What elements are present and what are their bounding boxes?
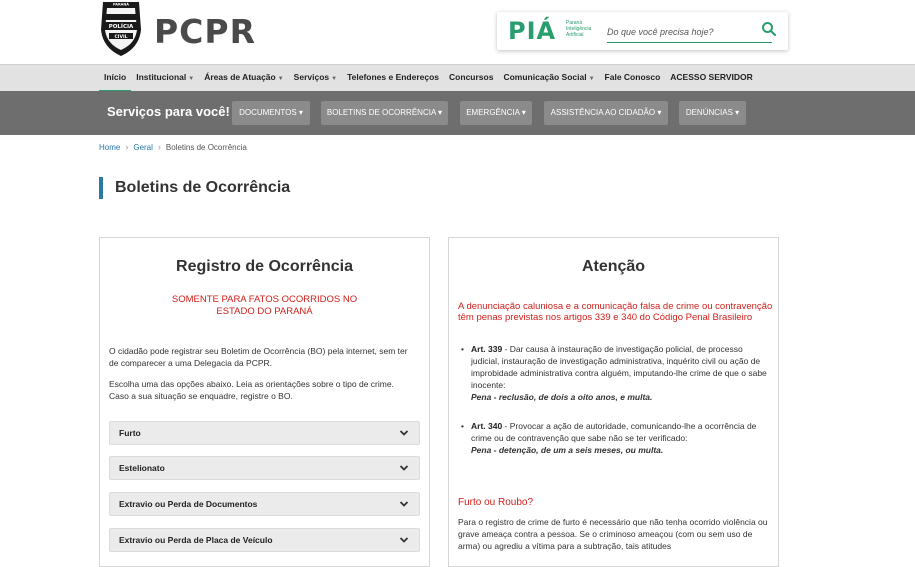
registro-instructions-text: Escolha uma das opções abaixo. Leia as orientações sobre o tipo de crime. Caso a sua situação se enquadre, registre o BO. <box>109 379 394 401</box>
pia-subtitle: Paraná Inteligência Artificial <box>566 20 592 38</box>
caret-down-icon: ▼ <box>277 76 284 82</box>
page-title: Boletins de Ocorrência <box>99 177 290 199</box>
pia-search-input[interactable] <box>607 21 772 43</box>
breadcrumb <box>99 142 247 152</box>
furto-ou-roubo-text: Para o registro de crime de furto é necessário que não tenha ocorrido violência ou grave ameaça contra a pessoa. Se o criminoso ameaçou (com ou sem uso de arma) ou agrediu a vítima para a subtração, tais atitudes <box>458 517 768 551</box>
furto-ou-roubo-heading: Furto ou Roubo? <box>458 497 534 508</box>
site-logo-text[interactable]: PCPR <box>154 12 257 51</box>
art-340-label: Art. 340 <box>471 421 503 431</box>
nav-item-label: Serviços <box>293 72 330 82</box>
registro-card-title: Registro de Ocorrência <box>176 258 353 275</box>
breadcrumb-current: Boletins de Ocorrência <box>165 142 247 152</box>
boletins-dropdown-button[interactable]: BOLETINS DE OCORRÊNCIA ▾ <box>321 101 448 125</box>
nav-item-acesso-servidor[interactable] <box>665 65 758 92</box>
chevron-down-icon <box>399 499 409 509</box>
accordion-label: Extravio ou Perda de Documentos <box>119 499 258 509</box>
nav-item-label: Início <box>104 72 127 82</box>
nav-item-concursos[interactable] <box>444 65 498 92</box>
site-header <box>0 0 915 64</box>
nav-item-telefones-e-enderecos[interactable] <box>342 65 444 92</box>
accordion-label: Estelionato <box>119 463 165 473</box>
nav-item-label: Comunicação Social <box>503 72 587 82</box>
accordion-label: Extravio ou Perda de Placa de Veículo <box>119 535 273 545</box>
art-339-text: - Dar causa à instauração de investigação policial, de processo judicial, instauração de investigação administrativa, inquérito civil ou ação de improbidade administrativa contra alguém, imputando-lhe crime de que o sabe inocente: <box>471 344 767 390</box>
badge-text-civil: CIVIL <box>114 35 128 40</box>
accordion-extravio-documentos[interactable] <box>109 492 420 516</box>
bullet-icon: • <box>461 344 464 354</box>
pia-search-box <box>497 12 788 50</box>
chevron-down-icon <box>399 535 409 545</box>
atencao-card <box>448 237 779 567</box>
bullet-icon: • <box>461 421 464 431</box>
search-icon[interactable] <box>761 21 777 37</box>
documentos-dropdown-button[interactable]: DOCUMENTOS ▾ <box>232 101 310 125</box>
nav-item-servicos[interactable] <box>289 65 342 92</box>
denuncias-dropdown-button[interactable]: DENÚNCIAS ▾ <box>679 101 746 125</box>
nav-item-institucional[interactable] <box>131 65 199 92</box>
pia-logo[interactable]: PIÁ <box>508 17 557 45</box>
badge-text-parana: PARANÁ <box>113 2 129 7</box>
nav-item-label: ACESSO SERVIDOR <box>670 72 753 82</box>
nav-item-areas-de-atuacao[interactable] <box>199 65 288 92</box>
art-339-pena: Pena - reclusão, de dois a oito anos, e multa. <box>471 392 653 402</box>
art-340-pena: Pena - detenção, de um a seis meses, ou multa. <box>471 445 664 455</box>
accordion-extravio-placa[interactable] <box>109 528 420 552</box>
breadcrumb-geral-link[interactable]: Geral <box>133 142 153 152</box>
nav-item-fale-conosco[interactable] <box>600 65 666 92</box>
accordion-label: Furto <box>119 428 141 438</box>
art-339-label: Art. 339 <box>471 344 503 354</box>
caret-down-icon: ▼ <box>588 76 595 82</box>
atencao-card-title: Atenção <box>581 258 646 275</box>
nav-item-comunicacao-social[interactable] <box>498 65 599 92</box>
art-339-item <box>461 343 771 403</box>
accordion-estelionato[interactable] <box>109 456 420 480</box>
policia-civil-badge-logo[interactable] <box>99 0 143 58</box>
chevron-down-icon <box>399 463 409 473</box>
nav-item-label: Áreas de Atuação <box>204 72 276 82</box>
breadcrumb-home-link[interactable]: Home <box>99 142 121 152</box>
registro-intro-text: O cidadão pode registrar seu Boletim de Ocorrência (BO) pela internet, sem ter de comparecer a uma Delegacia da PCPR. <box>109 346 408 368</box>
services-bar-title: Serviços para você! <box>107 104 230 119</box>
assistencia-dropdown-button[interactable]: ASSISTÊNCIA AO CIDADÃO ▾ <box>544 101 668 125</box>
nav-item-label: Telefones e Endereços <box>347 72 440 82</box>
chevron-right-icon: › <box>157 142 161 152</box>
denunciacao-warning-text: A denunciação caluniosa e a comunicação falsa de crime ou contravenção têm penas previstas nos artigos 339 e 340 do Código Penal Brasileiro <box>458 301 773 323</box>
warning-line-1: SOMENTE PARA FATOS OCORRIDOS NO <box>171 294 358 305</box>
chevron-right-icon: › <box>125 142 129 152</box>
nav-item-label: Fale Conosco <box>604 72 661 82</box>
badge-text-policia: POLÍCIA <box>108 24 134 30</box>
nav-item-label: Concursos <box>449 72 494 82</box>
chevron-down-icon <box>399 428 409 438</box>
registro-ocorrencia-card <box>99 237 430 567</box>
parana-only-warning <box>100 294 429 318</box>
services-bar <box>0 91 915 135</box>
main-navigation <box>0 64 915 91</box>
warning-line-2: ESTADO DO PARANÁ <box>216 306 313 317</box>
nav-item-label: Institucional <box>136 72 187 82</box>
art-340-item <box>461 420 771 456</box>
caret-down-icon: ▼ <box>331 76 338 82</box>
art-340-text: - Provocar a ação de autoridade, comunicando-lhe a ocorrência de crime ou de contravenção que sabe não se ter verificado: <box>471 421 757 443</box>
accordion-furto[interactable] <box>109 421 420 445</box>
caret-down-icon: ▼ <box>188 76 195 82</box>
emergencia-dropdown-button[interactable]: EMERGÊNCIA ▾ <box>460 101 532 125</box>
nav-item-inicio[interactable] <box>99 65 131 92</box>
